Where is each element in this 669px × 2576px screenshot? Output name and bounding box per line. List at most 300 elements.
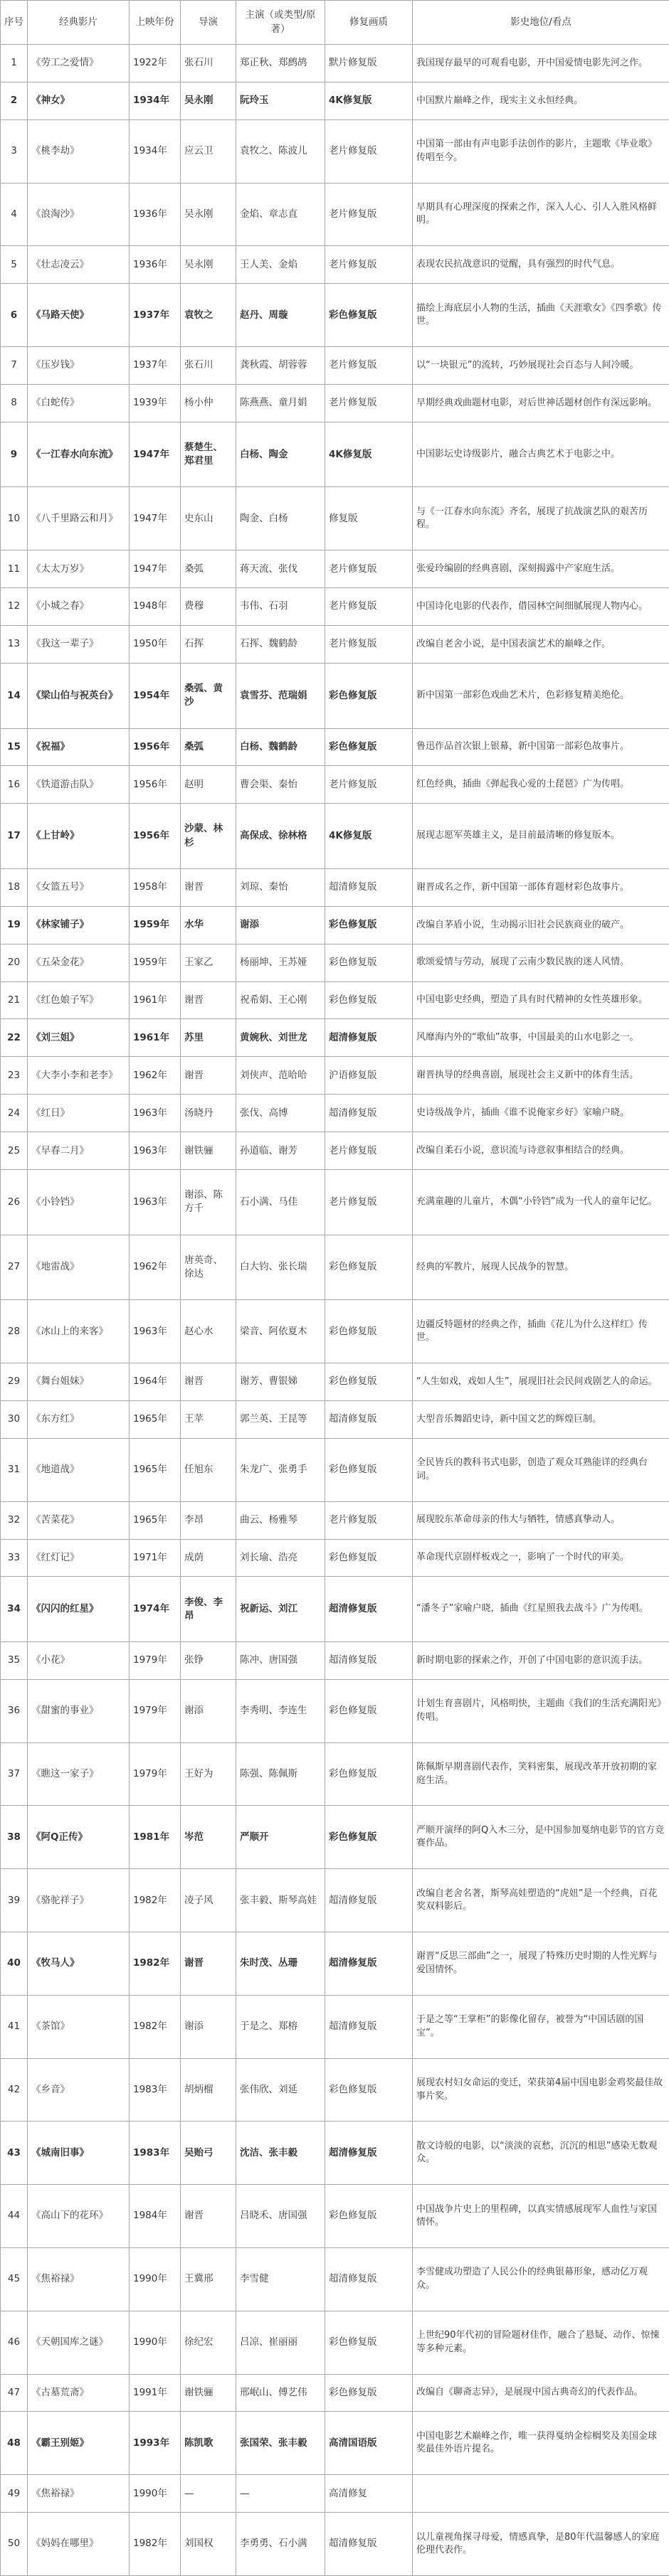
film-comment: 改编自柔石小说，意识流与诗意叙事相结合的经典。	[413, 1132, 669, 1170]
director-name: 谢晋	[181, 1363, 236, 1401]
restoration-quality: 高清修复	[325, 2475, 413, 2513]
row-number: 40	[1, 1932, 28, 1996]
cast-names: 陈强、陈佩斯	[236, 1742, 325, 1806]
table-row	[1, 1742, 669, 1806]
director-name: 史东山	[181, 487, 236, 550]
restoration-quality: 彩色修复版	[325, 1539, 413, 1577]
cast-names: —	[236, 2475, 325, 2513]
restoration-quality: 修复版	[325, 487, 413, 550]
table-row	[1, 906, 669, 944]
header-director: 导演	[181, 1, 236, 45]
row-number: 22	[1, 1019, 28, 1057]
release-year: 1962年	[130, 1235, 181, 1300]
row-number: 21	[1, 981, 28, 1019]
film-comment: 歌颂爱情与劳动，展现了云南少数民族的迷人风情。	[413, 944, 669, 981]
restoration-quality: 老片修复版	[325, 766, 413, 804]
restoration-quality: 老片修复版	[325, 119, 413, 183]
film-title: 《甜蜜的事业》	[28, 1679, 130, 1742]
restoration-quality: 彩色修复版	[325, 284, 413, 347]
restoration-quality: 老片修复版	[325, 1170, 413, 1235]
table-row	[1, 2122, 669, 2185]
film-comment: “人生如戏，戏如人生”，展现旧社会民间戏剧艺人的命运。	[413, 1363, 669, 1401]
row-number: 39	[1, 1869, 28, 1932]
release-year: 1979年	[130, 1679, 181, 1742]
table-row	[1, 1170, 669, 1235]
cast-names: 韦伟、石羽	[236, 588, 325, 626]
row-number: 35	[1, 1642, 28, 1680]
film-title: 《我这一辈子》	[28, 625, 130, 663]
restoration-quality: 超清修复版	[325, 1869, 413, 1932]
director-name: 桑弧	[181, 550, 236, 588]
restoration-quality: 老片修复版	[325, 1132, 413, 1170]
cast-names: 李秀明、李连生	[236, 1679, 325, 1742]
director-name: 吴永刚	[181, 183, 236, 246]
release-year: 1936年	[130, 183, 181, 246]
table-row	[1, 588, 669, 626]
film-comment: 新时期电影的探索之作，开创了中国电影的意识流手法。	[413, 1642, 669, 1680]
release-year: 1961年	[130, 981, 181, 1019]
release-year: 1979年	[130, 1742, 181, 1806]
header-comment: 影史地位/看点	[413, 1, 669, 45]
release-year: 1990年	[130, 2247, 181, 2311]
release-year: 1965年	[130, 1501, 181, 1539]
table-row	[1, 246, 669, 284]
release-year: 1984年	[130, 2185, 181, 2248]
restoration-quality: 超清修复版	[325, 1019, 413, 1057]
film-title: 《骆驼祥子》	[28, 1869, 130, 1932]
table-row	[1, 2374, 669, 2412]
cast-names: 王人美、金焰	[236, 246, 325, 284]
film-title: 《劳工之爱情》	[28, 45, 130, 83]
film-comment: 严顺开演绎的阿Q入木三分，是中国参加戛纳电影节的官方竞赛作品。	[413, 1806, 669, 1869]
row-number: 49	[1, 2475, 28, 2513]
film-title: 《小城之春》	[28, 588, 130, 626]
row-number: 19	[1, 906, 28, 944]
table-row	[1, 2185, 669, 2248]
film-comment: 展现农村妇女命运的变迁，荣获第4届中国电影金鸡奖最佳故事片奖。	[413, 2058, 669, 2122]
restoration-quality: 彩色修复版	[325, 944, 413, 981]
film-comment: 改编自老舍小说，是中国表演艺术的巅峰之作。	[413, 625, 669, 663]
director-name: 徐纪宏	[181, 2311, 236, 2374]
release-year: 1990年	[130, 2311, 181, 2374]
director-name: 李俊、李昂	[181, 1577, 236, 1642]
restoration-quality: 老片修复版	[325, 550, 413, 588]
restoration-quality: 沪语修复版	[325, 1057, 413, 1095]
cast-names: 白大钧、张长瑞	[236, 1235, 325, 1300]
restoration-quality: 超清修复版	[325, 1400, 413, 1438]
header-quality: 修复画质	[325, 1, 413, 45]
director-name: 谢晋	[181, 2185, 236, 2248]
cast-names: 朱龙广、张勇手	[236, 1438, 325, 1501]
table-row	[1, 1932, 669, 1996]
film-title: 《小铃铛》	[28, 1170, 130, 1235]
release-year: 1937年	[130, 347, 181, 385]
row-number: 1	[1, 45, 28, 83]
table-row	[1, 1642, 669, 1680]
row-number: 4	[1, 183, 28, 246]
film-title: 《壮志凌云》	[28, 246, 130, 284]
director-name: 岑范	[181, 1806, 236, 1869]
row-number: 27	[1, 1235, 28, 1300]
restoration-quality: 彩色修复版	[325, 2311, 413, 2374]
cast-names: 刘琼、秦怡	[236, 868, 325, 906]
film-comment: 上世纪90年代初的冒险题材佳作，融合了悬疑、动作、惊悚等多种元素。	[413, 2311, 669, 2374]
cast-names: 朱时茂、丛珊	[236, 1932, 325, 1996]
director-name: 沙蒙、林杉	[181, 804, 236, 869]
cast-names: 刘侠声、范哈哈	[236, 1057, 325, 1095]
film-comment: 早期经典戏曲题材电影，对后世神话题材创作有深远影响。	[413, 384, 669, 422]
release-year: 1963年	[130, 1132, 181, 1170]
release-year: 1983年	[130, 2058, 181, 2122]
row-number: 45	[1, 2247, 28, 2311]
restoration-quality: 超清修复版	[325, 2513, 413, 2576]
director-name: 李昂	[181, 1501, 236, 1539]
director-name: 张石川	[181, 45, 236, 83]
restoration-quality: 彩色修复版	[325, 1235, 413, 1300]
table-row	[1, 183, 669, 246]
cast-names: 金焰、章志直	[236, 183, 325, 246]
film-comment: 以“一块银元”的流转，巧妙展现社会百态与人间冷暖。	[413, 347, 669, 385]
film-title: 《阿Q正传》	[28, 1806, 130, 1869]
director-name: 刘国权	[181, 2513, 236, 2576]
release-year: 1974年	[130, 1577, 181, 1642]
film-title: 《女篮五号》	[28, 868, 130, 906]
film-title: 《霸王别姬》	[28, 2412, 130, 2475]
film-title: 《白蛇传》	[28, 384, 130, 422]
film-comment	[413, 2475, 669, 2513]
table-row	[1, 487, 669, 550]
film-comment: 以儿童视角探寻母爱，情感真挚，是80年代温馨感人的家庭伦理代表作。	[413, 2513, 669, 2576]
row-number: 3	[1, 119, 28, 183]
director-name: 蔡楚生、郑君里	[181, 422, 236, 487]
director-name: 吴永刚	[181, 82, 236, 119]
director-name: 苏里	[181, 1019, 236, 1057]
restoration-quality: 高清国语版	[325, 2412, 413, 2475]
release-year: 1956年	[130, 766, 181, 804]
row-number: 15	[1, 728, 28, 766]
table-row	[1, 1235, 669, 1300]
restoration-quality: 彩色修复版	[325, 1742, 413, 1806]
release-year: 1979年	[130, 1642, 181, 1680]
row-number: 46	[1, 2311, 28, 2374]
film-comment: 中国影坛史诗级影片，融合古典艺术于电影之中。	[413, 422, 669, 487]
film-title: 《地雷战》	[28, 1235, 130, 1300]
restoration-quality: 彩色修复版	[325, 2185, 413, 2248]
cast-names: 吕凉、崔丽丽	[236, 2311, 325, 2374]
film-title: 《城南旧事》	[28, 2122, 130, 2185]
film-comment: “潘冬子”家喻户晓，插曲《红星照我去战斗》广为传唱。	[413, 1577, 669, 1642]
row-number: 10	[1, 487, 28, 550]
film-title: 《古墓荒斋》	[28, 2374, 130, 2412]
film-title: 《红色娘子军》	[28, 981, 130, 1019]
film-title: 《祝福》	[28, 728, 130, 766]
row-number: 14	[1, 663, 28, 728]
director-name: 应云卫	[181, 119, 236, 183]
table-row	[1, 1577, 669, 1642]
table-row	[1, 1806, 669, 1869]
release-year: 1958年	[130, 868, 181, 906]
table-row	[1, 1132, 669, 1170]
cast-names: 郭兰英、王昆等	[236, 1400, 325, 1438]
director-name: 汤晓丹	[181, 1095, 236, 1132]
film-comment: 革命现代京剧样板戏之一，影响了一个时代的审美。	[413, 1539, 669, 1577]
film-comment: 改编自茅盾小说，生动揭示旧社会民族商业的破产。	[413, 906, 669, 944]
row-number: 48	[1, 2412, 28, 2475]
release-year: 1982年	[130, 2513, 181, 2576]
cast-names: 陈燕燕、童月娟	[236, 384, 325, 422]
restoration-quality: 彩色修复版	[325, 2374, 413, 2412]
film-title: 《冰山上的来客》	[28, 1300, 130, 1363]
director-name: 谢晋	[181, 1057, 236, 1095]
film-title: 《压岁钱》	[28, 347, 130, 385]
director-name: 王家乙	[181, 944, 236, 981]
release-year: 1954年	[130, 663, 181, 728]
cast-names: 祝希娟、王心刚	[236, 981, 325, 1019]
cast-names: 祝新运、刘江	[236, 1577, 325, 1642]
row-number: 9	[1, 422, 28, 487]
film-title: 《牧马人》	[28, 1932, 130, 1996]
table-row	[1, 1400, 669, 1438]
cast-names: 龚秋霞、胡蓉蓉	[236, 347, 325, 385]
cast-names: 于是之、郑榕	[236, 1995, 325, 2058]
film-title: 《梁山伯与祝英台》	[28, 663, 130, 728]
film-comment: 表现农民抗战意识的觉醒，具有强烈的时代气息。	[413, 246, 669, 284]
film-comment: 全民皆兵的教科书式电影，创造了观众耳熟能详的经典台词。	[413, 1438, 669, 1501]
cast-names: 石挥、魏鹤龄	[236, 625, 325, 663]
row-number: 31	[1, 1438, 28, 1501]
film-title: 《刘三姐》	[28, 1019, 130, 1057]
release-year: 1961年	[130, 1019, 181, 1057]
director-name: 成荫	[181, 1539, 236, 1577]
film-comment: 边疆反特题材的经典之作，插曲《花儿为什么这样红》传世。	[413, 1300, 669, 1363]
table-row	[1, 1539, 669, 1577]
restoration-quality: 彩色修复版	[325, 1363, 413, 1401]
restoration-quality: 4K修复版	[325, 804, 413, 869]
film-comment: 展现志愿军英雄主义，是目前最清晰的修复版本。	[413, 804, 669, 869]
table-row	[1, 1363, 669, 1401]
film-comment: 经典的军教片，展现人民战争的智慧。	[413, 1235, 669, 1300]
film-title: 《妈妈在哪里》	[28, 2513, 130, 2576]
table-row	[1, 1019, 669, 1057]
row-number: 32	[1, 1501, 28, 1539]
film-comment: 陈佩斯早期喜剧代表作，笑料密集，展现改革开放初期的家庭生活。	[413, 1742, 669, 1806]
row-number: 16	[1, 766, 28, 804]
film-title: 《焦裕禄》	[28, 2247, 130, 2311]
table-row	[1, 1679, 669, 1742]
table-row	[1, 284, 669, 347]
film-title: 《天朝国库之谜》	[28, 2311, 130, 2374]
director-name: 张石川	[181, 347, 236, 385]
restoration-quality: 超清修复版	[325, 1095, 413, 1132]
row-number: 26	[1, 1170, 28, 1235]
film-comment: 与《一江春水向东流》齐名，展现了抗战演艺队的艰苦历程。	[413, 487, 669, 550]
restoration-quality: 彩色修复版	[325, 1806, 413, 1869]
row-number: 43	[1, 2122, 28, 2185]
release-year: 1982年	[130, 1932, 181, 1996]
restoration-quality: 彩色修复版	[325, 2058, 413, 2122]
table-row	[1, 550, 669, 588]
table-row	[1, 2412, 669, 2475]
cast-names: 刘长瑜、浩亮	[236, 1539, 325, 1577]
director-name: 赵心水	[181, 1300, 236, 1363]
cast-names: 曲云、杨雅琴	[236, 1501, 325, 1539]
restoration-quality: 超清修复版	[325, 2122, 413, 2185]
table-row	[1, 1300, 669, 1363]
restoration-quality: 老片修复版	[325, 625, 413, 663]
release-year: 1965年	[130, 1438, 181, 1501]
restoration-quality: 彩色修复版	[325, 1438, 413, 1501]
film-comment: 中国战争片史上的里程碑，以真实情感展现军人血性与家国情怀。	[413, 2185, 669, 2248]
row-number: 13	[1, 625, 28, 663]
director-name: 谢添、陈方千	[181, 1170, 236, 1235]
cast-names: 张伟欣、刘延	[236, 2058, 325, 2122]
release-year: 1993年	[130, 2412, 181, 2475]
film-title: 《铁道游击队》	[28, 766, 130, 804]
film-comment: 中国默片巅峰之作，现实主义永恒经典。	[413, 82, 669, 119]
row-number: 6	[1, 284, 28, 347]
release-year: 1982年	[130, 1995, 181, 2058]
film-title: 《瞧这一家子》	[28, 1742, 130, 1806]
row-number: 8	[1, 384, 28, 422]
cast-names: 梁音、阿依夏木	[236, 1300, 325, 1363]
film-comment: 早期具有心理深度的探索之作，深入人心、引人入胜风格鲜明。	[413, 183, 669, 246]
film-title: 《一江春水向东流》	[28, 422, 130, 487]
restoration-quality: 超清修复版	[325, 1932, 413, 1996]
cast-names: 白杨、陶金	[236, 422, 325, 487]
release-year: 1971年	[130, 1539, 181, 1577]
cast-names: 邢岷山、傅艺伟	[236, 2374, 325, 2412]
row-number: 2	[1, 82, 28, 119]
row-number: 37	[1, 1742, 28, 1806]
film-comment: 计划生育喜剧片，风格明快，主题曲《我们的生活充满阳光》传唱。	[413, 1679, 669, 1742]
restoration-quality: 老片修复版	[325, 246, 413, 284]
director-name: 石挥	[181, 625, 236, 663]
film-comment: 充满童趣的儿童片，木偶“小铃铛”成为一代人的童年记忆。	[413, 1170, 669, 1235]
row-number: 12	[1, 588, 28, 626]
release-year: 1981年	[130, 1806, 181, 1869]
release-year: 1982年	[130, 1869, 181, 1932]
table-row	[1, 728, 669, 766]
director-name: 桑弧、黄沙	[181, 663, 236, 728]
table-row	[1, 2311, 669, 2374]
cast-names: 陈冲、唐国强	[236, 1642, 325, 1680]
restoration-quality: 默片修复版	[325, 45, 413, 83]
film-title: 《闪闪的红星》	[28, 1577, 130, 1642]
director-name: 陈凯歌	[181, 2412, 236, 2475]
film-comment: 描绘上海底层小人物的生活，插曲《天涯歌女》《四季歌》传世。	[413, 284, 669, 347]
restoration-quality: 超清修复版	[325, 868, 413, 906]
row-number: 18	[1, 868, 28, 906]
film-title: 《焦裕禄》	[28, 2475, 130, 2513]
row-number: 50	[1, 2513, 28, 2576]
director-name: 袁牧之	[181, 284, 236, 347]
table-row	[1, 45, 669, 83]
table-row	[1, 1057, 669, 1095]
director-name: 张铮	[181, 1642, 236, 1680]
cast-names: 阮玲玉	[236, 82, 325, 119]
row-number: 17	[1, 804, 28, 869]
table-row	[1, 766, 669, 804]
header-year: 上映年份	[130, 1, 181, 45]
director-name: 凌子风	[181, 1869, 236, 1932]
film-title: 《红灯记》	[28, 1539, 130, 1577]
film-comment: 风靡海内外的“歌仙”故事，中国最美的山水电影之一。	[413, 1019, 669, 1057]
director-name: 谢晋	[181, 981, 236, 1019]
cast-names: 谢芳、曹银娣	[236, 1363, 325, 1401]
cast-names: 石小满、马佳	[236, 1170, 325, 1235]
director-name: 谢铁骊	[181, 1132, 236, 1170]
header-no: 序号	[1, 1, 28, 45]
restoration-quality: 老片修复版	[325, 588, 413, 626]
film-comment: 谢晋成名之作，新中国第一部体育题材彩色故事片。	[413, 868, 669, 906]
restoration-quality: 4K修复版	[325, 82, 413, 119]
release-year: 1948年	[130, 588, 181, 626]
release-year: 1956年	[130, 804, 181, 869]
row-number: 11	[1, 550, 28, 588]
restoration-quality: 老片修复版	[325, 384, 413, 422]
cast-names: 孙道临、谢芳	[236, 1132, 325, 1170]
film-comment: 于是之等“王掌柜”的影像化留存，被誉为“中国话剧的国宝”。	[413, 1995, 669, 2058]
film-comment: 大型音乐舞蹈史诗，新中国文艺的辉煌巨制。	[413, 1400, 669, 1438]
director-name: 王好为	[181, 1742, 236, 1806]
release-year: 1937年	[130, 284, 181, 347]
film-title: 《茶馆》	[28, 1995, 130, 2058]
table-row	[1, 82, 669, 119]
director-name: 谢添	[181, 1995, 236, 2058]
film-comment: 改编自《聊斋志异》，是展现中国古典奇幻的代表作品。	[413, 2374, 669, 2412]
director-name: 谢晋	[181, 868, 236, 906]
row-number: 36	[1, 1679, 28, 1742]
restoration-quality: 超清修复版	[325, 1577, 413, 1642]
release-year: 1936年	[130, 246, 181, 284]
restoration-quality: 超清修复版	[325, 1642, 413, 1680]
release-year: 1962年	[130, 1057, 181, 1095]
table-row	[1, 944, 669, 981]
director-name: —	[181, 2475, 236, 2513]
cast-names: 李雪健	[236, 2247, 325, 2311]
cast-names: 李勇勇、石小满	[236, 2513, 325, 2576]
cast-names: 蒋天流、张伐	[236, 550, 325, 588]
row-number: 41	[1, 1995, 28, 2058]
release-year: 1939年	[130, 384, 181, 422]
film-title: 《林家铺子》	[28, 906, 130, 944]
film-title: 《太太万岁》	[28, 550, 130, 588]
table-row	[1, 804, 669, 869]
row-number: 42	[1, 2058, 28, 2122]
row-number: 30	[1, 1400, 28, 1438]
row-number: 7	[1, 347, 28, 385]
film-title: 《八千里路云和月》	[28, 487, 130, 550]
film-title: 《上甘岭》	[28, 804, 130, 869]
restoration-quality: 彩色修复版	[325, 981, 413, 1019]
film-comment: 鲁迅作品首次银上银幕，新中国第一部彩色故事片。	[413, 728, 669, 766]
film-title: 《苦菜花》	[28, 1501, 130, 1539]
release-year: 1947年	[130, 550, 181, 588]
film-title: 《红日》	[28, 1095, 130, 1132]
header-row	[1, 1, 669, 45]
director-name: 桑弧	[181, 728, 236, 766]
row-number: 5	[1, 246, 28, 284]
row-number: 47	[1, 2374, 28, 2412]
table-row	[1, 981, 669, 1019]
release-year: 1991年	[130, 2374, 181, 2412]
table-row	[1, 625, 669, 663]
table-row	[1, 422, 669, 487]
release-year: 1934年	[130, 119, 181, 183]
release-year: 1950年	[130, 625, 181, 663]
cast-names: 袁牧之、陈波儿	[236, 119, 325, 183]
row-number: 28	[1, 1300, 28, 1363]
